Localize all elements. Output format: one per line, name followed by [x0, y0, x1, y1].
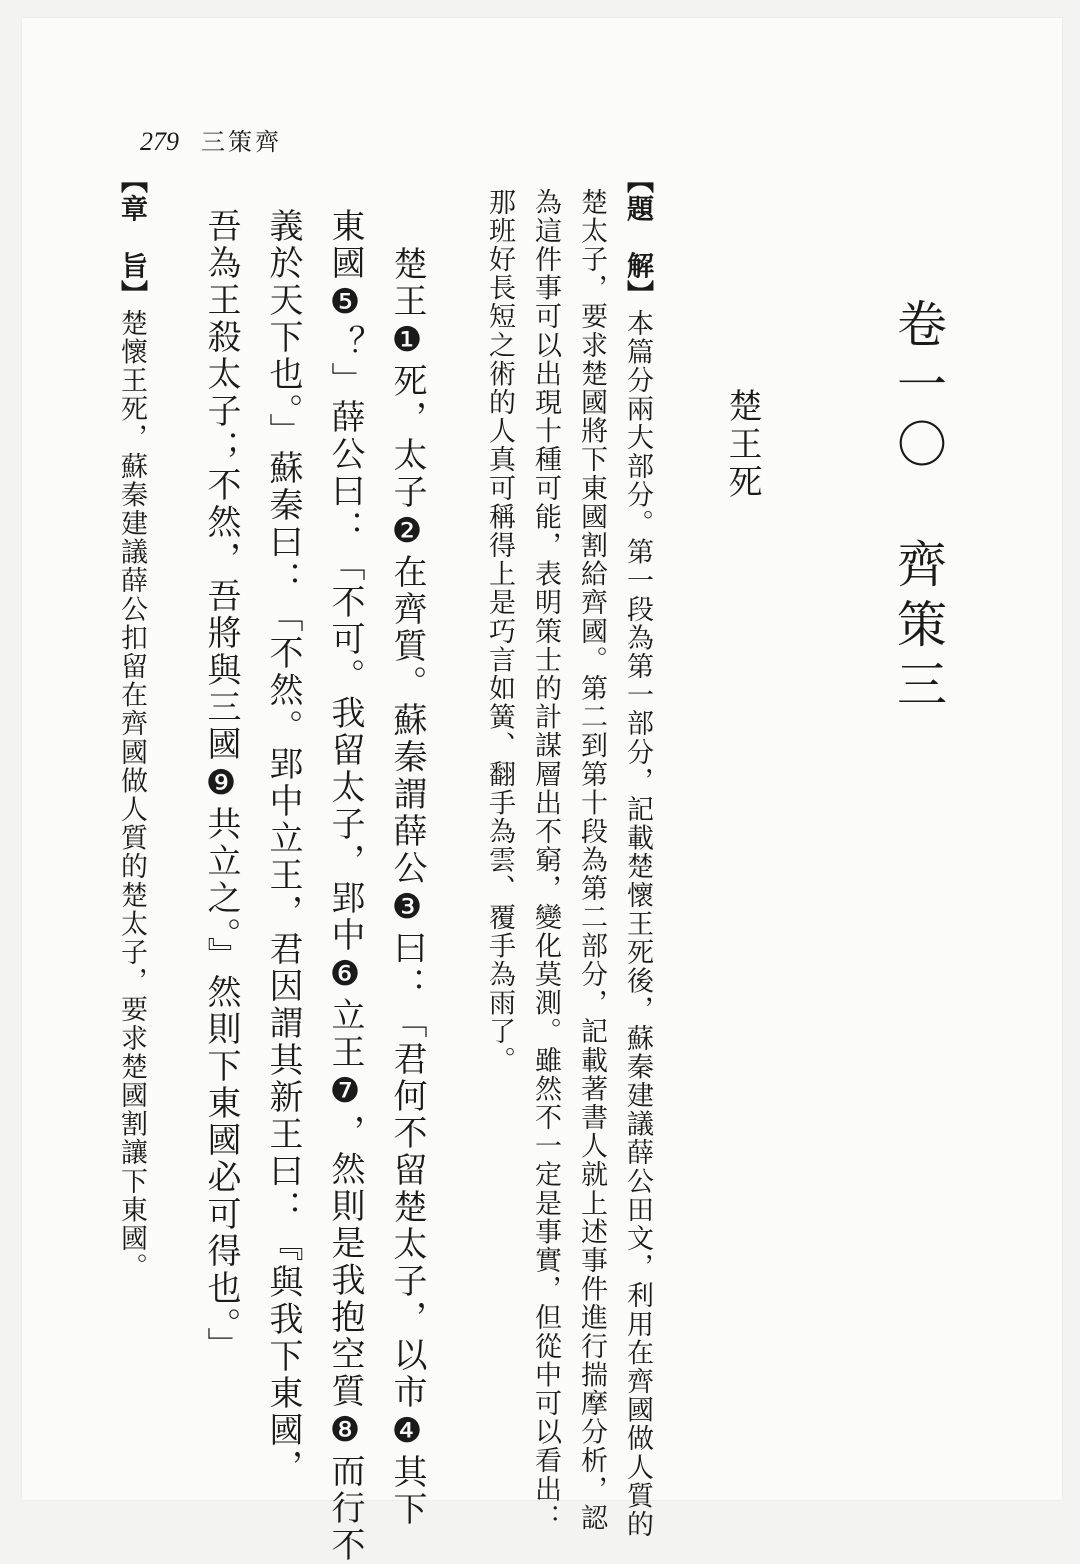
- running-title: 三策齊: [201, 128, 282, 156]
- book-page: [22, 18, 1062, 1564]
- text-line-3: 義於天下也。」蘇秦曰：「不然。郢中立王，君因謂其新王曰：『與我下東國，: [263, 208, 303, 1486]
- volume-title: 卷一〇 齊策三: [889, 298, 947, 718]
- section-title: 楚王死: [722, 388, 762, 502]
- intro-line-4: 那班好長短之術的人真可稱得上是巧言如簧、翻手為雲、覆手為雨了。: [484, 188, 515, 1075]
- summary-label: 【章 旨】: [116, 166, 147, 309]
- intro-line-2: 楚太子，要求楚國將下東國割給齊國。第二到第十段為第二部分，記載著書人就上述事件進行揣摩分析，認: [576, 188, 607, 1533]
- intro-line-1: 【題 解】本篇分兩大部分。第一段為第一部分，記載楚懷王死後，蘇秦建議薛公田文，利用在齊國做人質的: [622, 166, 653, 1539]
- text-line-4: 吾為王殺太子；不然，吾將與三國❾共立之。』然則下東國必可得也。」: [201, 208, 241, 1364]
- text-line-1: 楚王❶死，太子❷在齊質。蘇秦謂薛公❸曰：「君何不留楚太子，以市❹其下: [387, 246, 427, 1528]
- page-number: 279: [140, 127, 179, 156]
- intro-line-3: 為這件事可以出現十種可能，表明策士的計謀層出不窮，變化莫測。雖然不一定是事實，但從中可以看出：: [530, 188, 561, 1533]
- text-line-2: 東國❺？」薛公曰：「不可。我留太子，郢中❻立王❼，然則是我抱空質❽而行不: [325, 208, 365, 1564]
- running-header: [140, 122, 282, 157]
- summary-line: 【章 旨】楚懷王死，蘇秦建議薛公扣留在齊國做人質的楚太子，要求楚國割讓下東國。: [116, 166, 147, 1282]
- intro-label: 【題 解】: [622, 166, 653, 309]
